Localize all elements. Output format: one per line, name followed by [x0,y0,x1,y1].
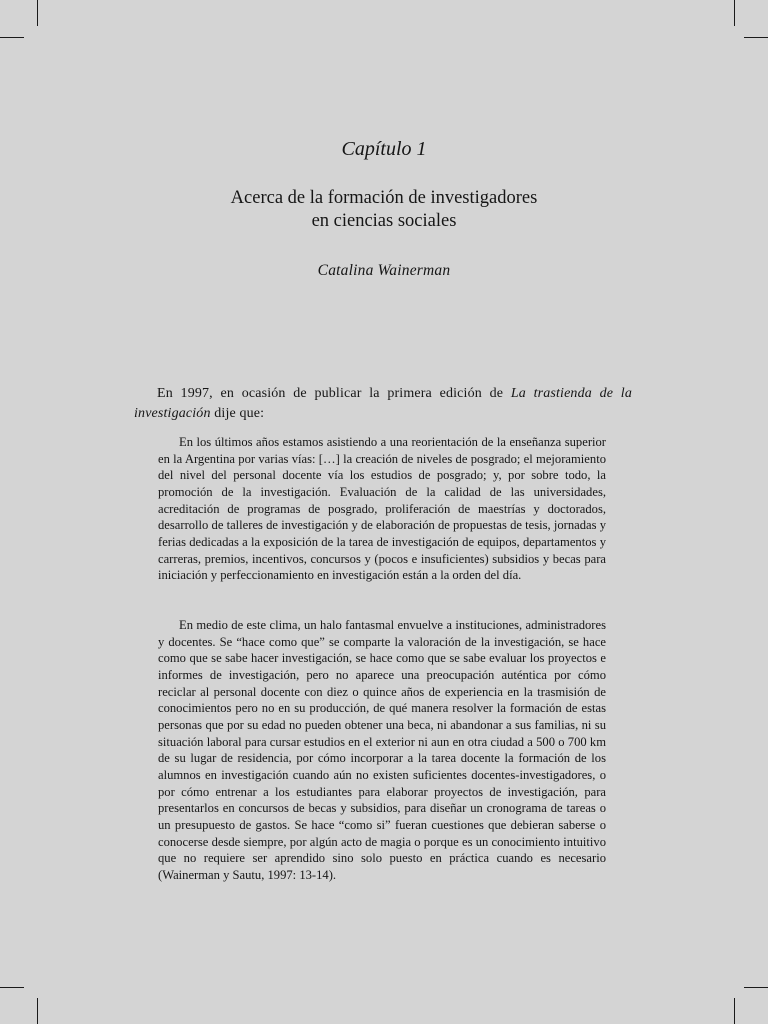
crop-mark-top-left-vertical [37,0,38,26]
book-title-italic: La trastienda de la investigación [134,386,632,421]
intro-text-before: En 1997, en ocasión de publicar la primera edición de [157,386,511,401]
author-name: Catalina Wainerman [317,262,451,279]
crop-mark-top-right-vertical [734,0,735,26]
chapter-title [0,187,768,233]
chapter-title-line-1: Acerca de la formación de investigadores [230,188,538,208]
crop-mark-top-left-horizontal [0,37,24,38]
chapter-title-line-2: en ciencias sociales [311,211,457,231]
crop-mark-bottom-right-horizontal [744,987,768,988]
block-quote-paragraph-1: En los últimos años estamos asistiendo a una reorientación de la enseñanza superior en la Argentina por varias vías: […] la creación de niveles de posgrado; el mejoramiento del nivel del personal docente vía los estudios de posgrado; y, por sobre todo, la promoción de la investigación. Evaluación de la calidad de las universidades, acreditación de programas de posgrado, proliferación de maestrías y doctorados, desarrollo de talleres de investigación y de elaboración de propuestas de tesis, jornadas y ferias dedicadas a la exposición de la tarea de investigación de equipos, departamentos y carreras, premios, incentivos, concursos y (pocos e insuficientes) subsidios y becas para iniciación y perfeccionamiento en investigación están a la orden del día. [158,435,606,583]
crop-mark-bottom-left-horizontal [0,987,24,988]
intro-paragraph [134,384,632,424]
intro-text-after: dije que: [210,406,265,421]
chapter-label: Capítulo 1 [341,138,427,160]
block-quote-paragraph-2: En medio de este clima, un halo fantasmal envuelve a instituciones, administradores y docentes. Se “hace como que” se comparte la valoración de la investigación, se hace como que se sabe hacer investigación, se hace como que se sabe evaluar los proyectos e informes de investigación, pero no aparece una preocupación auténtica por cómo reciclar al personal docente con diez o quince años de experiencia en la trasmisión de conocimientos pero no en su producción, de qué manera resolver la formación de estas personas que por su edad no pueden obtener una beca, ni abandonar a sus familias, ni su situación laboral para cursar estudios en el exterior ni aun en otra ciudad a 500 o 700 km de su lugar de residencia, por cómo incorporar a la tarea docente la formación de los alumnos en investigación cuando aún no existen suficientes docentes-investigadores, o por cómo entrenar a los estudiantes para elaborar proyectos de investigación, para presentarlos en concursos de becas y subsidios, para diseñar un cronograma de tareas o un presupuesto de gastos. Se hace “como si” fueran cuestiones que debieran saberse o conocerse desde siempre, por algún acto de magia o porque es un conocimiento intuitivo que no requiere ser aprendido sino solo puesto en práctica cuando es necesario (Wainerman y Sautu, 1997: 13-14). [158,618,606,882]
crop-mark-top-right-horizontal [744,37,768,38]
crop-mark-bottom-left-vertical [37,998,38,1024]
crop-mark-bottom-right-vertical [734,998,735,1024]
